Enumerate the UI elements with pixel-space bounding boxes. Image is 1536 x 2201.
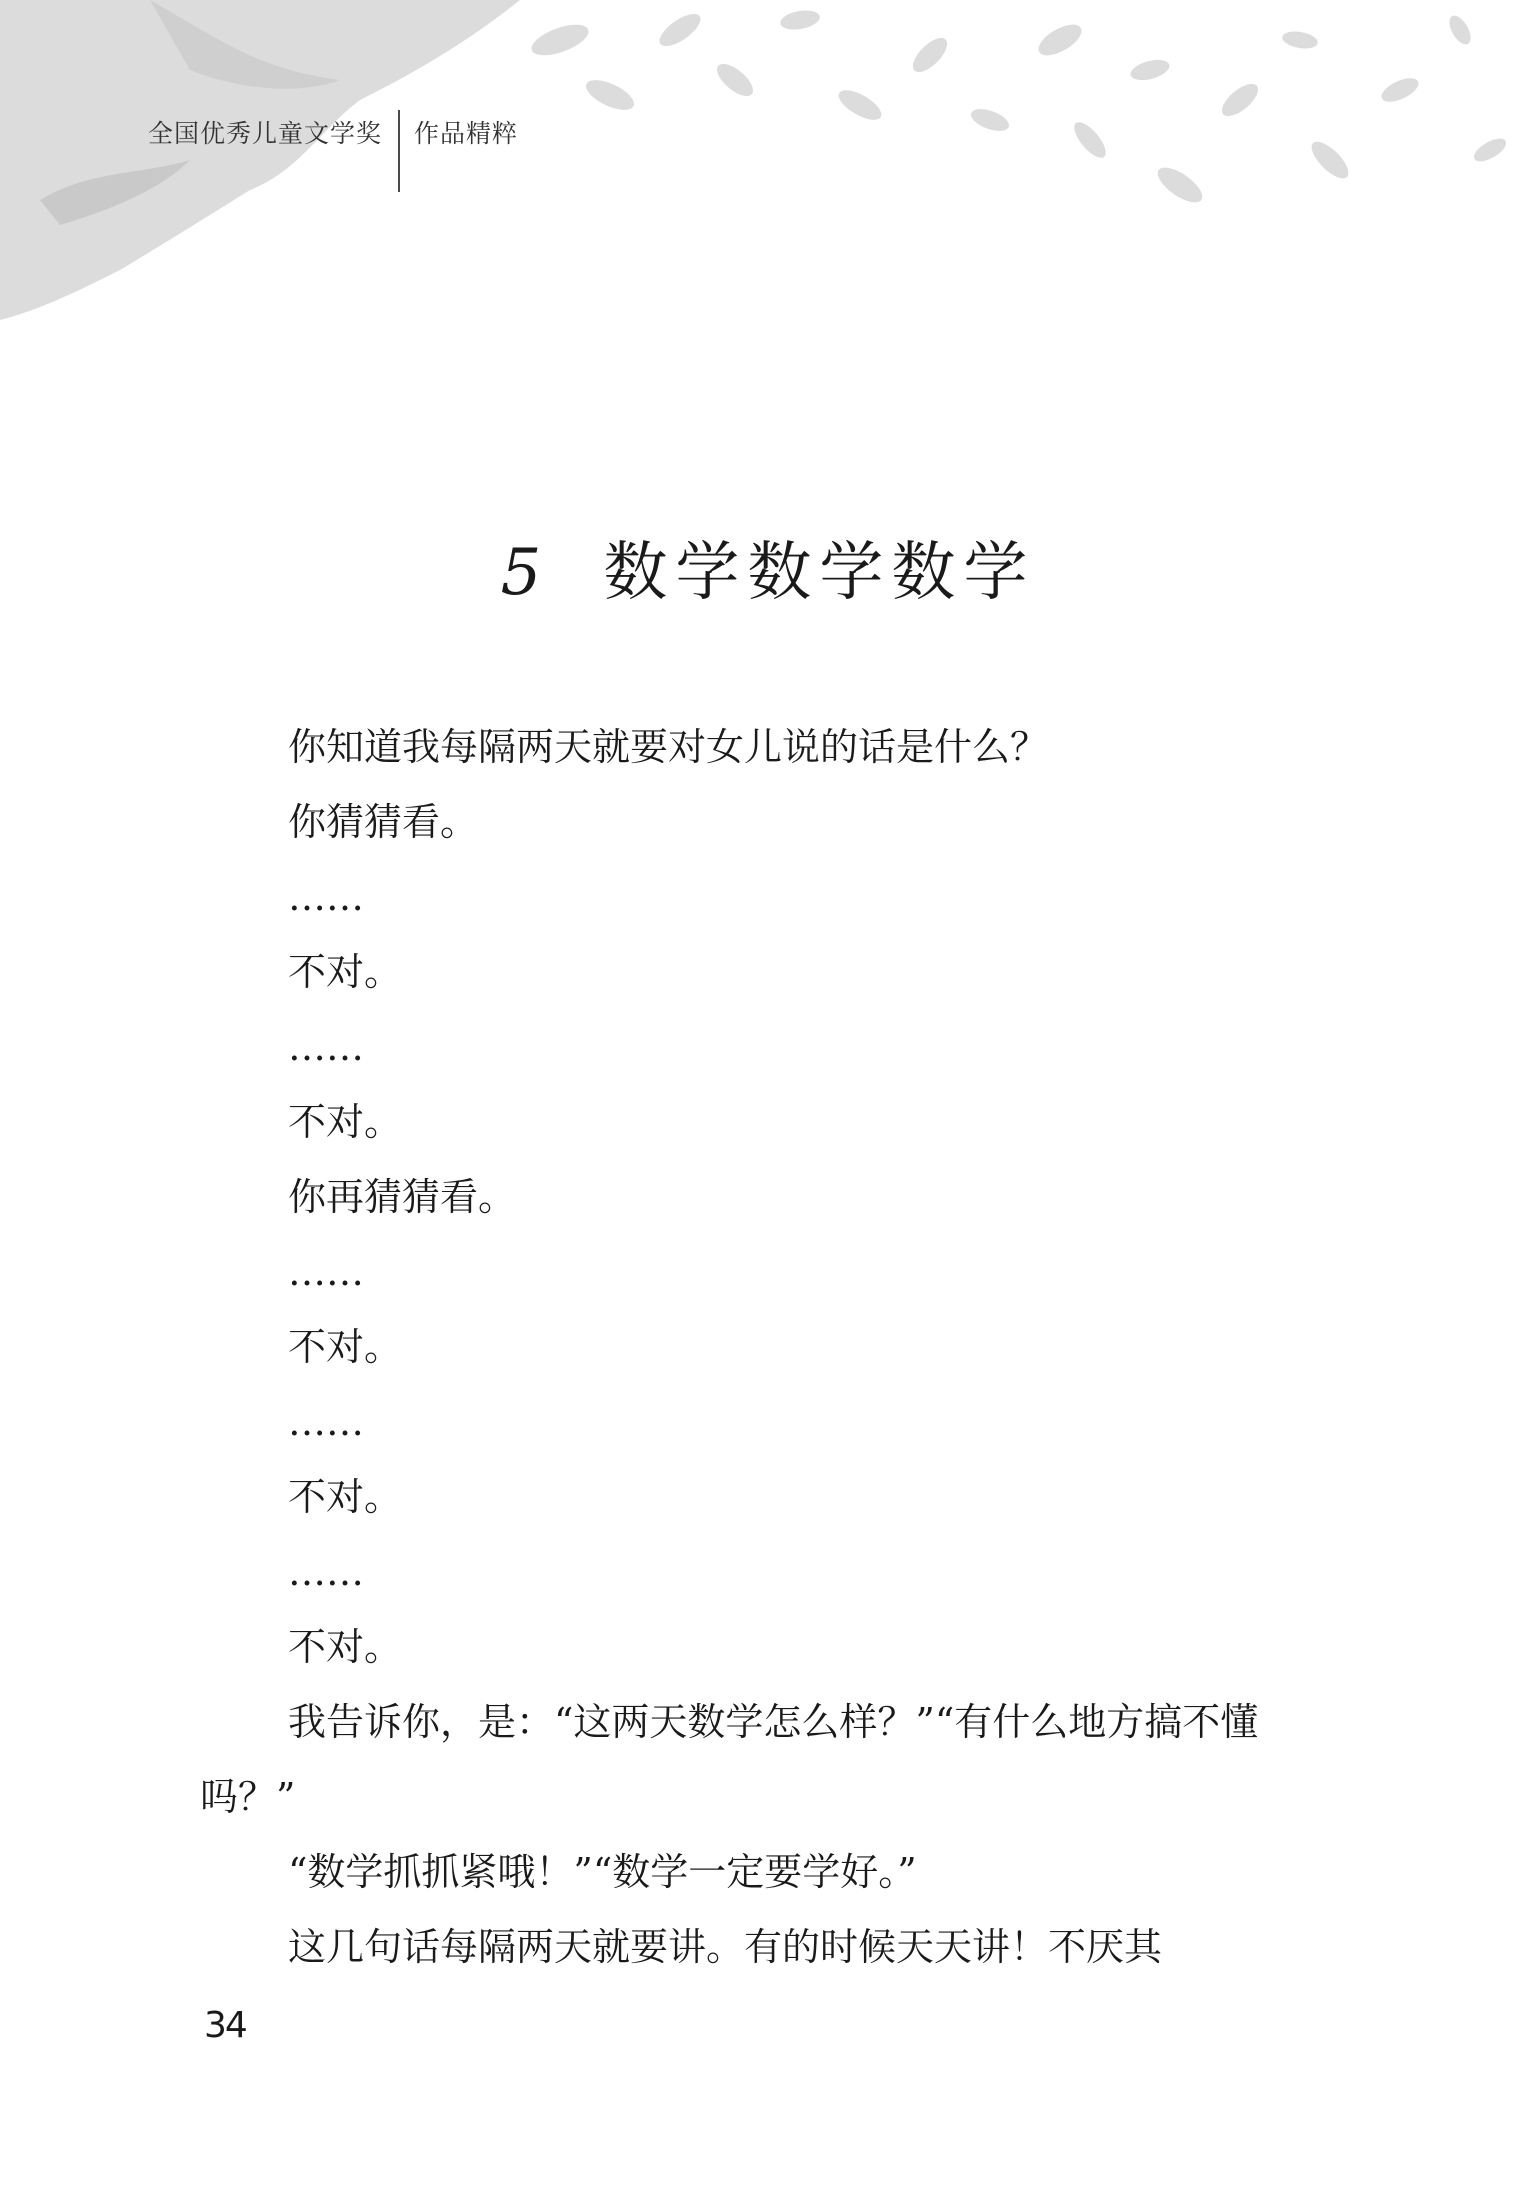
running-header — [148, 110, 518, 192]
header-divider — [398, 110, 400, 192]
paragraph: 不对。 — [288, 1325, 403, 1369]
paragraph: 不对。 — [288, 1100, 403, 1144]
paragraph: 不对。 — [288, 950, 403, 994]
paragraph: 你知道我每隔两天就要对女儿说的话是什么？ — [288, 725, 1049, 769]
body-text — [200, 710, 1290, 1985]
chapter-name: 数学数学数学 — [603, 535, 1036, 610]
section-title: 作品精粹 — [414, 119, 519, 148]
paragraph: …… — [288, 875, 364, 919]
paragraph: 你猜猜看。 — [288, 800, 479, 844]
paragraph: 你再猜猜看。 — [288, 1175, 517, 1219]
paragraph: 这几句话每隔两天就要讲。有的时候天天讲！不厌其 — [288, 1925, 1163, 1969]
paragraph: 不对。 — [288, 1625, 403, 1669]
paragraph: “数学抓抓紧哦！”“数学一定要学好。” — [288, 1850, 917, 1894]
page-number: 34 — [204, 2005, 246, 2046]
series-title: 全国优秀儿童文学奖 — [148, 119, 383, 148]
chapter-title — [0, 521, 1536, 613]
paragraph: 我告诉你，是：“这两天数学怎么样？”“有什么地方搞不懂吗？” — [200, 1700, 1259, 1819]
paragraph: …… — [288, 1550, 364, 1594]
chapter-number: 5 — [500, 535, 548, 610]
paragraph: …… — [288, 1400, 364, 1444]
paragraph: …… — [288, 1025, 364, 1069]
paragraph: …… — [288, 1250, 364, 1294]
paragraph: 不对。 — [288, 1475, 403, 1519]
